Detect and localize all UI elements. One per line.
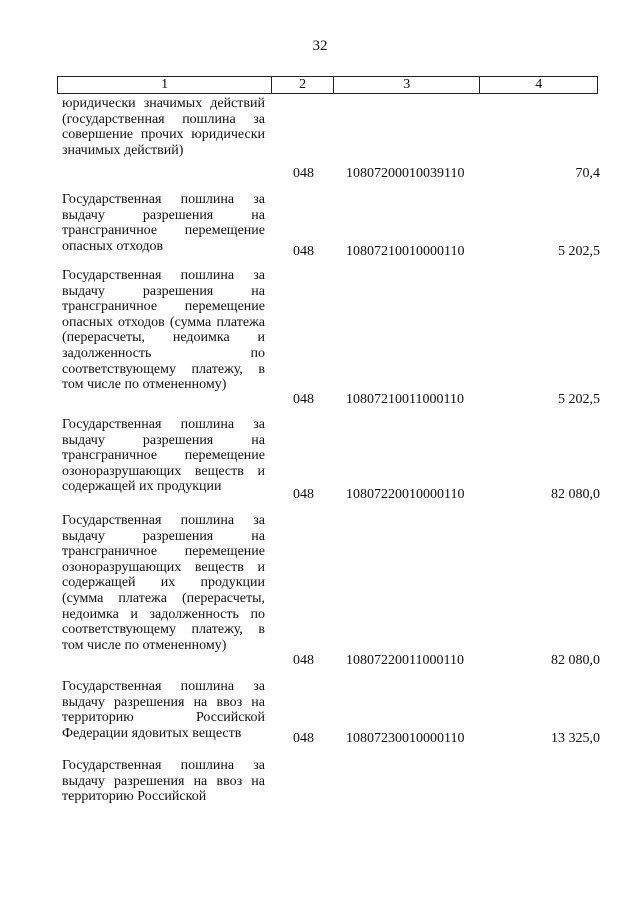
page-number: 32: [312, 38, 328, 54]
row-code: 048: [293, 392, 314, 407]
row-description: юридически значимых действий (государственная пошлина за совершение прочих юридически значимых действий): [62, 96, 265, 158]
row-description: Государственная пошлина за выдачу разрешения на ввоз на территорию Российской Федерации ядовитых веществ: [62, 679, 265, 741]
header-col-1: 1: [58, 77, 272, 93]
row-amount: 13 325,0: [551, 731, 600, 746]
row-description: Государственная пошлина за выдачу разрешения на трансграничное перемещение озоноразрушающих веществ и содержащей их продукции: [62, 417, 265, 495]
row-code: 048: [293, 166, 314, 181]
row-kbk: 10807230010000110: [346, 731, 465, 746]
row-code: 048: [293, 731, 314, 746]
header-col-4: 4: [535, 77, 543, 92]
row-code: 048: [293, 244, 314, 259]
row-kbk: 10807210010000110: [346, 244, 465, 259]
row-code: 048: [293, 653, 314, 668]
row-amount: 70,4: [575, 166, 600, 181]
row-amount: 82 080,0: [551, 653, 600, 668]
header-col-3: 3: [334, 77, 480, 93]
row-description: Государственная пошлина за выдачу разрешения на трансграничное перемещение озоноразрушающих веществ и содержащей их продукции (сумма платежа (перерасчеты, недоимка и задолженность по соответствующему платежу, в том числе по отмененному): [62, 513, 265, 653]
row-description: Государственная пошлина за выдачу разрешения на ввоз на территорию Российской: [62, 758, 265, 805]
row-description: Государственная пошлина за выдачу разрешения на трансграничное перемещение опасных отходов (сумма платежа (перерасчеты, недоимка и задолженность по соответствующему платежу, в том числе по отмененному): [62, 268, 265, 393]
row-amount: 82 080,0: [551, 487, 600, 502]
header-col-2: 2: [272, 77, 334, 93]
table-header: [57, 76, 598, 94]
row-amount: 5 202,5: [558, 392, 600, 407]
row-kbk: 10807220011000110: [346, 653, 464, 668]
row-kbk: 10807200010039110: [346, 166, 465, 181]
row-kbk: 10807210011000110: [346, 392, 464, 407]
row-kbk: 10807220010000110: [346, 487, 465, 502]
row-amount: 5 202,5: [558, 244, 600, 259]
row-description: Государственная пошлина за выдачу разрешения на трансграничное перемещение опасных отходов: [62, 192, 265, 254]
row-code: 048: [293, 487, 314, 502]
